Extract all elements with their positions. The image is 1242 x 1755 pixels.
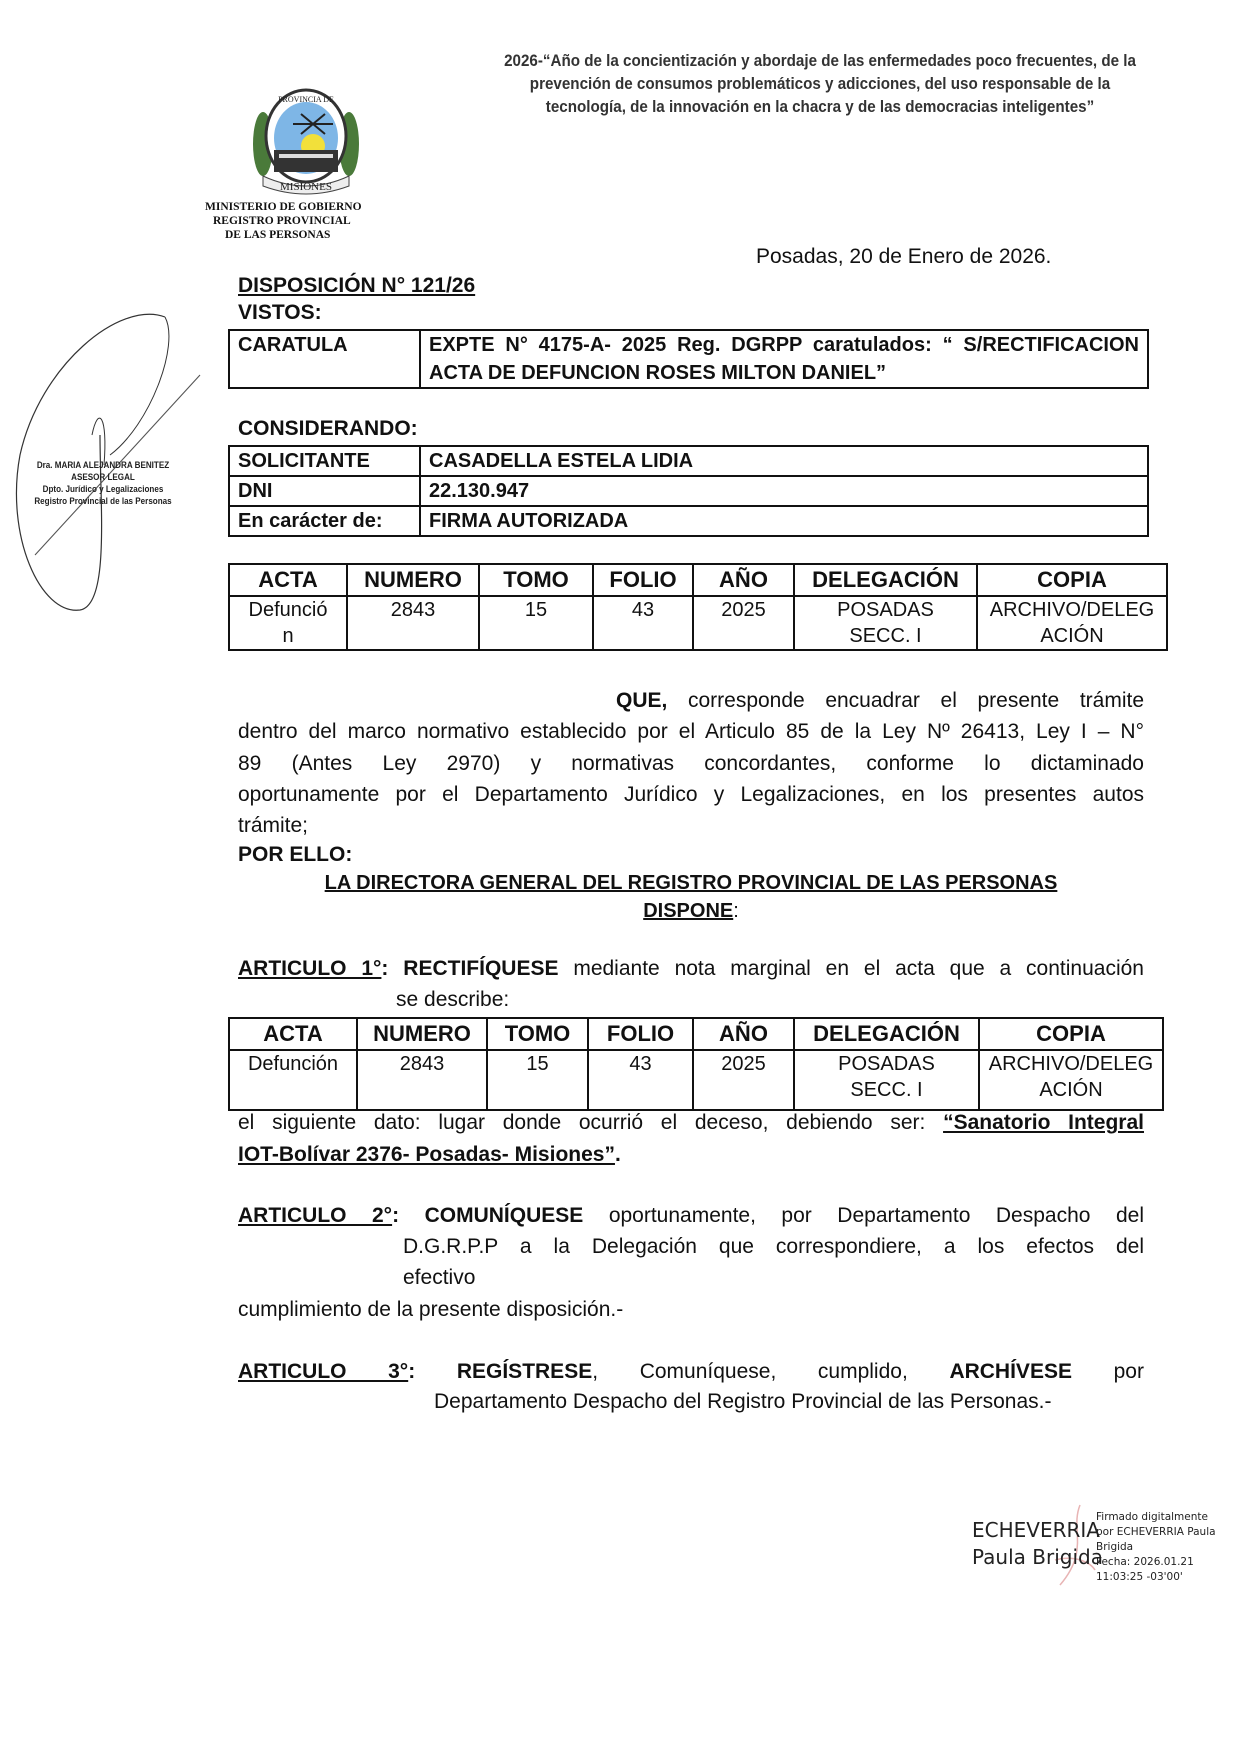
table-row	[229, 506, 1148, 536]
legal-advisor-stamp: Dra. MARIA ALEJANDRA BENITEZ ASESOR LEGAL Dpto. Jurídico y Legalizaciones Registro Provincial de las Personas	[34, 460, 172, 507]
acta-table-1	[228, 563, 1168, 651]
table-header-row	[229, 1018, 1163, 1050]
table-row	[229, 1050, 1163, 1110]
articulo-3-line: Departamento Despacho del Registro Provincial de las Personas.-	[434, 1390, 1052, 1413]
org-line: REGISTRO PROVINCIAL	[213, 215, 351, 227]
column-header: COPIA	[979, 1018, 1163, 1050]
table-row	[229, 476, 1148, 506]
column-header: NUMERO	[347, 564, 479, 596]
column-header: ACTA	[229, 1018, 357, 1050]
motto-line: prevención de consumos problemáticos y adicciones, del uso responsable de la	[529, 75, 1111, 93]
table-cell: 2025	[693, 596, 794, 650]
que-line: QUE, corresponde encuadrar el presente trámite	[616, 689, 1144, 712]
dispone-heading: DISPONE:	[643, 900, 739, 922]
table-cell: 43	[593, 596, 693, 650]
field-label: SOLICITANTE	[229, 446, 420, 476]
table-cell: ARCHIVO/DELEG ACIÓN	[977, 596, 1167, 650]
org-line: MINISTERIO DE GOBIERNO	[205, 201, 362, 213]
table-cell: 2843	[357, 1050, 487, 1110]
provincia-misiones-seal-icon	[243, 84, 369, 196]
caratula-value-line: ACTA DE DEFUNCION ROSES MILTON DANIEL”	[429, 362, 887, 384]
acta-table-2	[228, 1017, 1164, 1111]
svg-text:PROVINCIA DE: PROVINCIA DE	[278, 95, 334, 104]
articulo-1-line: se describe:	[396, 988, 510, 1011]
year-motto	[498, 50, 1142, 119]
digital-signature-info: Firmado digitalmente por ECHEVERRIA Paula Brigida Fecha: 2026.01.21 11:03:25 -03'00'	[1096, 1511, 1216, 1583]
caratula-value-line: EXPTE N° 4175-A- 2025 Reg. DGRPP caratulados: “ S/RECTIFICACION	[429, 334, 1139, 356]
column-header: AÑO	[693, 564, 794, 596]
motto-line: tecnología, de la innovación en la chacra y de las democracias inteligentes”	[545, 98, 1095, 116]
directive-heading: LA DIRECTORA GENERAL DEL REGISTRO PROVINCIAL DE LAS PERSONAS	[324, 872, 1058, 894]
caratula-value	[420, 330, 1148, 388]
table-cell: POSADAS SECC. I	[794, 1050, 979, 1110]
articulo-2-line: ARTICULO 2°: COMUNÍQUESE oportunamente, por Departamento Despacho del	[238, 1204, 1144, 1227]
articulo-1-line: ARTICULO 1°: RECTIFÍQUESE mediante nota marginal en el acta que a continuación	[238, 957, 1144, 980]
table-cell: 15	[487, 1050, 588, 1110]
que-line: dentro del marco normativo establecido por el Articulo 85 de la Ley Nº 26413, Ley I – N°	[238, 720, 1144, 743]
column-header: NUMERO	[357, 1018, 487, 1050]
column-header: TOMO	[487, 1018, 588, 1050]
organization-name	[205, 200, 395, 242]
column-header: DELEGACIÓN	[794, 1018, 979, 1050]
field-value: 22.130.947	[420, 476, 1148, 506]
column-header: COPIA	[977, 564, 1167, 596]
por-ello-label: POR ELLO:	[238, 843, 353, 866]
column-header: DELEGACIÓN	[794, 564, 977, 596]
digital-signer-name: ECHEVERRIA Paula Brigida	[972, 1518, 1103, 1569]
caratula-table	[228, 329, 1149, 389]
articulo-1-line: IOT-Bolívar 2376- Posadas- Misiones”.	[238, 1143, 621, 1166]
articulo-2-line: D.G.R.P.P a la Delegación que correspondiere, a los efectos del	[403, 1235, 1144, 1258]
table-cell: 43	[588, 1050, 693, 1110]
table-cell: 2025	[693, 1050, 794, 1110]
table-cell: 2843	[347, 596, 479, 650]
column-header: FOLIO	[593, 564, 693, 596]
caratula-label: CARATULA	[229, 330, 420, 388]
articulo-2-line: cumplimiento de la presente disposición.-	[238, 1298, 624, 1321]
table-cell: ARCHIVO/DELEG ACIÓN	[979, 1050, 1163, 1110]
document-date: Posadas, 20 de Enero de 2026.	[756, 245, 1052, 268]
table-header-row	[229, 564, 1167, 596]
articulo-2-line: efectivo	[403, 1266, 476, 1289]
column-header: TOMO	[479, 564, 593, 596]
solicitante-table	[228, 445, 1149, 537]
field-label: En carácter de:	[229, 506, 420, 536]
que-line: oportunamente por el Departamento Jurídico y Legalizaciones, en los presentes autos	[238, 783, 1144, 806]
articulo-1-line: el siguiente dato: lugar donde ocurrió el deceso, debiendo ser: “Sanatorio Integral	[238, 1111, 1144, 1134]
column-header: ACTA	[229, 564, 347, 596]
articulo-3-line: ARTICULO 3°: REGÍSTRESE, Comuníquese, cumplido, ARCHÍVESE por	[238, 1360, 1144, 1383]
table-cell: Defunción	[229, 1050, 357, 1110]
org-line: DE LAS PERSONAS	[225, 229, 331, 241]
motto-line: 2026-“Año de la concientización y abordaje de las enfermedades poco frecuentes, de la	[504, 52, 1136, 70]
table-cell: Defunció n	[229, 596, 347, 650]
disposition-title: DISPOSICIÓN N° 121/26	[238, 274, 476, 297]
table-row	[229, 596, 1167, 650]
field-value: FIRMA AUTORIZADA	[420, 506, 1148, 536]
que-line: trámite;	[238, 814, 309, 837]
vistos-label: VISTOS:	[238, 301, 322, 324]
considerando-label: CONSIDERANDO:	[238, 417, 418, 440]
que-line: 89 (Antes Ley 2970) y normativas concordantes, conforme lo dictaminado	[238, 752, 1144, 775]
table-cell: POSADAS SECC. I	[794, 596, 977, 650]
svg-text:MISIONES: MISIONES	[280, 181, 332, 193]
field-value: CASADELLA ESTELA LIDIA	[420, 446, 1148, 476]
column-header: AÑO	[693, 1018, 794, 1050]
column-header: FOLIO	[588, 1018, 693, 1050]
table-row	[229, 446, 1148, 476]
field-label: DNI	[229, 476, 420, 506]
table-cell: 15	[479, 596, 593, 650]
